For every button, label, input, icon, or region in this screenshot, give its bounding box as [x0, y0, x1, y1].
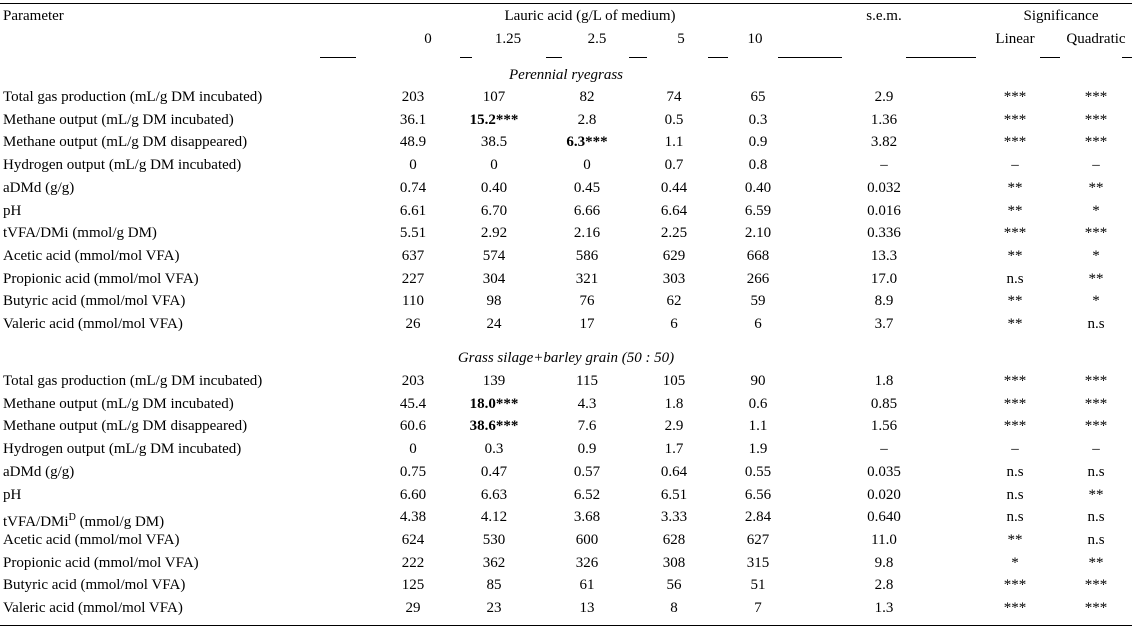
value-cell: 227 [401, 271, 425, 287]
value-cell: 6.51 [660, 487, 688, 503]
sem-cell: 1.36 [870, 112, 898, 128]
parameter-text: Propionic acid (mmol/mol VFA) [3, 555, 199, 571]
linear-cell: ** [1007, 293, 1023, 309]
sem-cell: 0.640 [867, 509, 901, 525]
value-cell: 203 [401, 89, 425, 105]
value-cell: 2.16 [573, 225, 601, 241]
linear-cell: – [1011, 157, 1019, 173]
linear-cell: – [1011, 441, 1019, 457]
value-cell: 6.59 [744, 203, 772, 219]
header-sem: s.e.m. [866, 8, 902, 24]
parameter-text: (mmol/g DM) [75, 514, 165, 530]
value-cell: 0.40 [744, 180, 772, 196]
parameter-text: Butyric acid (mmol/mol VFA) [3, 577, 186, 593]
row-parameter [3, 396, 234, 413]
value-cell: 0.47 [480, 464, 508, 480]
parameter-text: tVFA/DMi [3, 514, 69, 530]
value-cell: 38.6*** [469, 418, 519, 434]
value-cell: 0 [409, 157, 417, 173]
value-cell: 0.8 [748, 157, 768, 173]
linear-cell: *** [1003, 373, 1027, 389]
value-cell: 624 [401, 532, 425, 548]
value-cell: 6.3*** [566, 134, 608, 150]
value-cell: 0.9 [577, 441, 597, 457]
sem-cell: 1.56 [870, 418, 898, 434]
row-parameter [3, 509, 165, 530]
sem-cell: 11.0 [871, 532, 897, 548]
header-underline [629, 57, 647, 58]
value-cell: 315 [746, 555, 770, 571]
quadratic-cell: – [1092, 157, 1100, 173]
row-parameter [3, 555, 199, 572]
value-cell: 321 [575, 271, 599, 287]
sem-cell: 1.3 [874, 600, 894, 616]
sem-cell: – [880, 157, 888, 173]
value-cell: 0.44 [660, 180, 688, 196]
row-parameter [3, 373, 262, 390]
value-cell: 308 [662, 555, 686, 571]
value-cell: 6.61 [399, 203, 427, 219]
linear-cell: n.s [1006, 271, 1024, 287]
quadratic-cell: n.s [1087, 532, 1105, 548]
linear-cell: *** [1003, 600, 1027, 616]
value-cell: 62 [666, 293, 682, 309]
quadratic-cell: * [1092, 203, 1100, 219]
value-cell: 0.75 [399, 464, 427, 480]
parameter-text: Methane output (mL/g DM disappeared) [3, 134, 248, 150]
sem-cell: 0.016 [867, 203, 901, 219]
linear-cell: *** [1003, 577, 1027, 593]
sem-cell: 0.032 [867, 180, 901, 196]
sem-cell: 13.3 [870, 248, 898, 264]
row-parameter [3, 577, 185, 594]
sem-cell: 9.8 [874, 555, 894, 571]
quadratic-cell: *** [1084, 396, 1108, 412]
top-rule [0, 3, 1132, 4]
sem-cell: 1.8 [874, 373, 894, 389]
value-cell: 303 [662, 271, 686, 287]
row-parameter [3, 112, 234, 129]
sem-cell: 2.8 [874, 577, 894, 593]
value-cell: 2.84 [744, 509, 772, 525]
value-cell: 6.63 [480, 487, 508, 503]
linear-cell: ** [1007, 203, 1023, 219]
value-cell: 304 [482, 271, 506, 287]
value-cell: 6 [754, 316, 762, 332]
value-cell: 0.3 [484, 441, 504, 457]
value-cell: 586 [575, 248, 599, 264]
value-cell: 3.68 [573, 509, 601, 525]
value-cell: 125 [401, 577, 425, 593]
value-cell: 574 [482, 248, 506, 264]
value-cell: 0.45 [573, 180, 601, 196]
sem-cell: 0.336 [867, 225, 901, 241]
linear-cell: * [1011, 555, 1019, 571]
linear-cell: ** [1007, 180, 1023, 196]
sem-cell: – [880, 441, 888, 457]
value-cell: 1.1 [664, 134, 684, 150]
parameter-text: Methane output (mL/g DM incubated) [3, 396, 234, 412]
value-cell: 0.64 [660, 464, 688, 480]
value-cell: 139 [482, 373, 506, 389]
parameter-text: Total gas production (mL/g DM incubated) [3, 373, 263, 389]
value-cell: 65 [750, 89, 766, 105]
quadratic-cell: *** [1084, 225, 1108, 241]
value-cell: 110 [402, 293, 424, 309]
parameter-text: Methane output (mL/g DM disappeared) [3, 418, 248, 434]
header-underline [460, 57, 472, 58]
value-cell: 629 [662, 248, 686, 264]
linear-cell: ** [1007, 532, 1023, 548]
row-parameter [3, 271, 199, 288]
value-cell: 266 [746, 271, 770, 287]
value-cell: 1.8 [664, 396, 684, 412]
linear-cell: ** [1007, 316, 1023, 332]
value-cell: 76 [579, 293, 595, 309]
linear-cell: n.s [1006, 509, 1024, 525]
parameter-text: Hydrogen output (mL/g DM incubated) [3, 441, 242, 457]
value-cell: 0.74 [399, 180, 427, 196]
linear-cell: *** [1003, 418, 1027, 434]
row-parameter [3, 134, 247, 151]
header-underline [906, 57, 976, 58]
linear-cell: n.s [1006, 464, 1024, 480]
value-cell: 530 [482, 532, 506, 548]
value-cell: 26 [405, 316, 421, 332]
value-cell: 2.8 [577, 112, 597, 128]
header-significance: Significance [1023, 8, 1099, 24]
value-cell: 59 [750, 293, 766, 309]
section-title: Grass silage+barley grain (50 : 50) [457, 350, 675, 366]
value-cell: 2.9 [664, 418, 684, 434]
row-parameter [3, 464, 74, 481]
row-parameter [3, 600, 183, 617]
quadratic-cell: n.s [1087, 316, 1105, 332]
value-cell: 24 [486, 316, 502, 332]
value-cell: 6.60 [399, 487, 427, 503]
value-cell: 362 [482, 555, 506, 571]
parameter-text: aDMd (g/g) [3, 464, 75, 480]
value-cell: 5.51 [399, 225, 427, 241]
value-cell: 17 [579, 316, 595, 332]
row-parameter [3, 180, 74, 197]
header-underline [778, 57, 842, 58]
bottom-rule [0, 625, 1132, 626]
header-quadratic: Quadratic [1066, 31, 1126, 47]
value-cell: 8 [670, 600, 678, 616]
value-cell: 18.0*** [469, 396, 519, 412]
header-underline [320, 57, 356, 58]
value-cell: 6.64 [660, 203, 688, 219]
quadratic-cell: ** [1088, 180, 1104, 196]
parameter-text: Acetic acid (mmol/mol VFA) [3, 532, 180, 548]
value-cell: 105 [662, 373, 686, 389]
quadratic-cell: *** [1084, 112, 1108, 128]
header-underline [1040, 57, 1060, 58]
header-underline [708, 57, 728, 58]
value-cell: 0.40 [480, 180, 508, 196]
value-cell: 60.6 [399, 418, 427, 434]
value-cell: 1.1 [748, 418, 768, 434]
quadratic-cell: *** [1084, 373, 1108, 389]
value-cell: 326 [575, 555, 599, 571]
row-parameter [3, 532, 180, 549]
header-level-0: 0 [424, 31, 432, 47]
row-parameter [3, 316, 183, 333]
quadratic-cell: *** [1084, 577, 1108, 593]
value-cell: 0.7 [664, 157, 684, 173]
value-cell: 98 [486, 293, 502, 309]
value-cell: 0 [490, 157, 498, 173]
quadratic-cell: n.s [1087, 509, 1105, 525]
sem-cell: 2.9 [874, 89, 894, 105]
value-cell: 4.38 [399, 509, 427, 525]
value-cell: 1.7 [664, 441, 684, 457]
value-cell: 0.6 [748, 396, 768, 412]
header-linear: Linear [995, 31, 1035, 47]
row-parameter [3, 89, 262, 106]
value-cell: 82 [579, 89, 595, 105]
value-cell: 0.9 [748, 134, 768, 150]
parameter-text: Valeric acid (mmol/mol VFA) [3, 316, 183, 332]
header-group-label: Lauric acid (g/L of medium) [504, 8, 676, 24]
sem-cell: 3.7 [874, 316, 894, 332]
linear-cell: *** [1003, 396, 1027, 412]
value-cell: 0.57 [573, 464, 601, 480]
quadratic-cell: *** [1084, 89, 1108, 105]
quadratic-cell: * [1092, 293, 1100, 309]
parameter-text: pH [3, 487, 22, 503]
parameter-text: pH [3, 203, 22, 219]
sem-cell: 3.82 [870, 134, 898, 150]
value-cell: 6.70 [480, 203, 508, 219]
value-cell: 23 [486, 600, 502, 616]
parameter-text: aDMd (g/g) [3, 180, 75, 196]
value-cell: 2.10 [744, 225, 772, 241]
parameter-text: Valeric acid (mmol/mol VFA) [3, 600, 183, 616]
quadratic-cell: ** [1088, 487, 1104, 503]
value-cell: 2.92 [480, 225, 508, 241]
quadratic-cell: ** [1088, 555, 1104, 571]
header-level-2: 2.5 [587, 31, 607, 47]
value-cell: 61 [579, 577, 595, 593]
row-parameter [3, 293, 185, 310]
value-cell: 3.33 [660, 509, 688, 525]
parameter-text: Methane output (mL/g DM incubated) [3, 112, 234, 128]
row-parameter [3, 203, 21, 220]
value-cell: 56 [666, 577, 682, 593]
value-cell: 45.4 [399, 396, 427, 412]
sem-cell: 17.0 [870, 271, 898, 287]
value-cell: 90 [750, 373, 766, 389]
value-cell: 48.9 [399, 134, 427, 150]
parameter-text: Hydrogen output (mL/g DM incubated) [3, 157, 242, 173]
sem-cell: 0.035 [867, 464, 901, 480]
value-cell: 4.12 [480, 509, 508, 525]
value-cell: 6.52 [573, 487, 601, 503]
header-level-1: 1.25 [494, 31, 522, 47]
row-parameter [3, 225, 157, 242]
parameter-text: tVFA/DMi (mmol/g DM) [3, 225, 157, 241]
value-cell: 115 [576, 373, 598, 389]
value-cell: 0 [583, 157, 591, 173]
value-cell: 15.2*** [469, 112, 519, 128]
quadratic-cell: * [1092, 248, 1100, 264]
sem-cell: 8.9 [874, 293, 894, 309]
parameter-text: Propionic acid (mmol/mol VFA) [3, 271, 199, 287]
footnote-marker: D [68, 512, 76, 523]
value-cell: 627 [746, 532, 770, 548]
value-cell: 668 [746, 248, 770, 264]
header-parameter: Parameter [3, 8, 64, 24]
row-parameter [3, 157, 241, 174]
value-cell: 628 [662, 532, 686, 548]
quadratic-cell: *** [1084, 134, 1108, 150]
value-cell: 85 [486, 577, 502, 593]
value-cell: 0.3 [748, 112, 768, 128]
value-cell: 36.1 [399, 112, 427, 128]
value-cell: 222 [401, 555, 425, 571]
header-level-3: 5 [677, 31, 685, 47]
value-cell: 203 [401, 373, 425, 389]
value-cell: 107 [482, 89, 506, 105]
value-cell: 6 [670, 316, 678, 332]
quadratic-cell: *** [1084, 418, 1108, 434]
linear-cell: *** [1003, 225, 1027, 241]
value-cell: 51 [750, 577, 766, 593]
value-cell: 2.25 [660, 225, 688, 241]
header-underline [546, 57, 562, 58]
value-cell: 38.5 [480, 134, 508, 150]
header-level-4: 10 [747, 31, 763, 47]
header-underline [1122, 57, 1132, 58]
linear-cell: *** [1003, 89, 1027, 105]
linear-cell: *** [1003, 112, 1027, 128]
linear-cell: n.s [1006, 487, 1024, 503]
sem-cell: 0.020 [867, 487, 901, 503]
value-cell: 0.55 [744, 464, 772, 480]
parameter-text: Total gas production (mL/g DM incubated) [3, 89, 263, 105]
quadratic-cell: n.s [1087, 464, 1105, 480]
quadratic-cell: *** [1084, 600, 1108, 616]
value-cell: 7.6 [577, 418, 597, 434]
quadratic-cell: ** [1088, 271, 1104, 287]
sem-cell: 0.85 [870, 396, 898, 412]
value-cell: 6.66 [573, 203, 601, 219]
linear-cell: *** [1003, 134, 1027, 150]
row-parameter [3, 441, 241, 458]
row-parameter [3, 487, 21, 504]
quadratic-cell: – [1092, 441, 1100, 457]
value-cell: 74 [666, 89, 682, 105]
value-cell: 600 [575, 532, 599, 548]
value-cell: 7 [754, 600, 762, 616]
parameter-text: Acetic acid (mmol/mol VFA) [3, 248, 180, 264]
linear-cell: ** [1007, 248, 1023, 264]
value-cell: 13 [579, 600, 595, 616]
value-cell: 6.56 [744, 487, 772, 503]
value-cell: 4.3 [577, 396, 597, 412]
value-cell: 1.9 [748, 441, 768, 457]
row-parameter [3, 248, 180, 265]
value-cell: 29 [405, 600, 421, 616]
value-cell: 0 [409, 441, 417, 457]
parameter-text: Butyric acid (mmol/mol VFA) [3, 293, 186, 309]
value-cell: 637 [401, 248, 425, 264]
section-title: Perennial ryegrass [508, 67, 624, 83]
row-parameter [3, 418, 247, 435]
value-cell: 0.5 [664, 112, 684, 128]
